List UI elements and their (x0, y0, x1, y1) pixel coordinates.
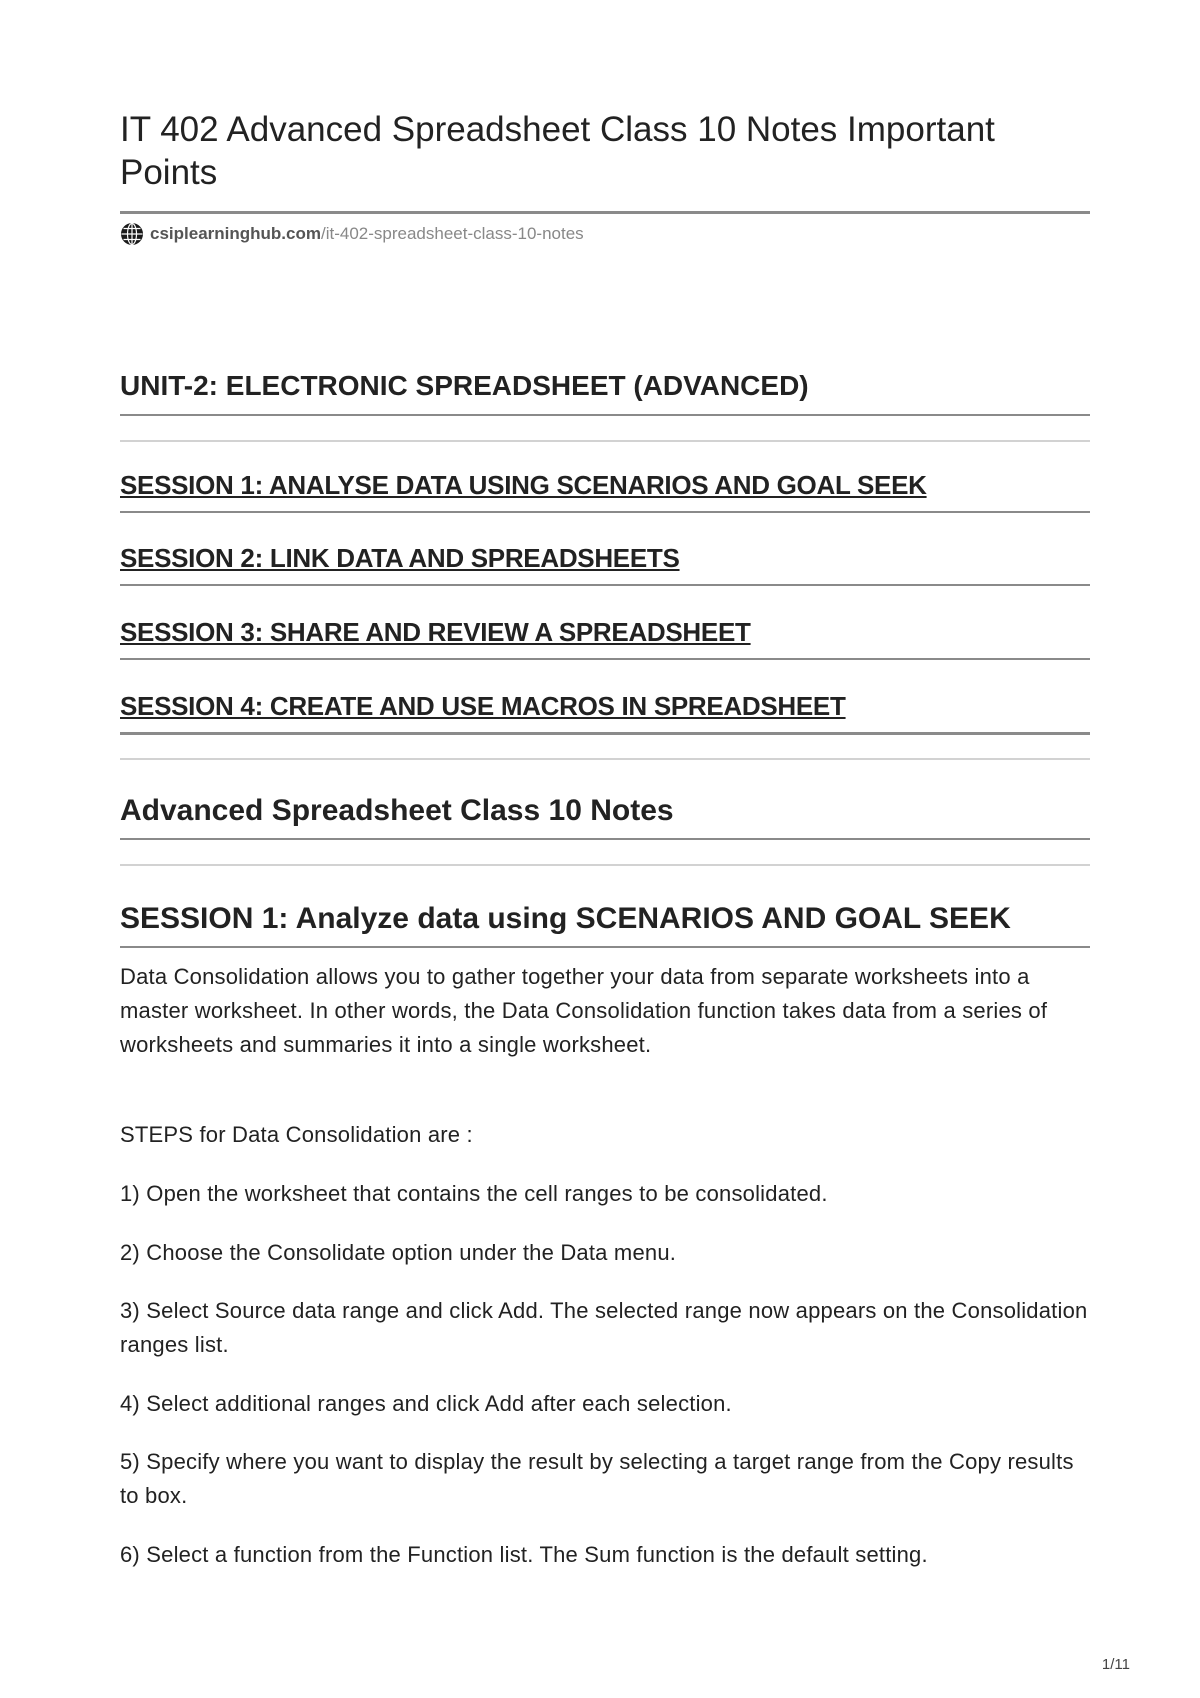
page-number: 1/11 (1101, 1656, 1130, 1673)
unit-heading: UNIT-2: ELECTRONIC SPREADSHEET (ADVANCED) (120, 370, 809, 401)
step-item: 6) Select a function from the Function list. The Sum function is the default setting. (120, 1542, 928, 1567)
section-separator (120, 758, 1090, 760)
unit-divider (120, 414, 1090, 416)
globe-icon (120, 222, 144, 246)
step-item: 2) Choose the Consolidate option under the Data menu. (120, 1240, 677, 1265)
session-3-link[interactable]: SESSION 3: SHARE AND REVIEW A SPREADSHEET (120, 617, 751, 647)
notes-heading: Advanced Spreadsheet Class 10 Notes (120, 794, 674, 827)
session-1-link[interactable]: SESSION 1: ANALYSE DATA USING SCENARIOS AND GOAL SEEK (120, 470, 927, 500)
title-divider (120, 211, 1090, 214)
session-1-divider (120, 511, 1090, 513)
source-path[interactable]: /it-402-spreadsheet-class-10-notes (320, 224, 584, 243)
session-1-heading: SESSION 1: Analyze data using SCENARIOS AND GOAL SEEK (120, 902, 1011, 935)
section-separator (120, 864, 1090, 866)
session-1-heading-divider (120, 946, 1090, 948)
session-4-divider (120, 732, 1090, 735)
notes-divider (120, 838, 1090, 840)
session-2-link[interactable]: SESSION 2: LINK DATA AND SPREADSHEETS (120, 543, 680, 573)
session-3-divider (120, 658, 1090, 660)
source-link[interactable] (120, 220, 584, 248)
step-item: 3) Select Source data range and click Add. The selected range now appears on the Consolidation ranges list. (120, 1298, 1088, 1357)
session-4-link[interactable]: SESSION 4: CREATE AND USE MACROS IN SPREADSHEET (120, 691, 846, 721)
step-item: 1) Open the worksheet that contains the cell ranges to be consolidated. (120, 1181, 828, 1206)
steps-label: STEPS for Data Consolidation are : (120, 1122, 473, 1147)
section-separator (120, 440, 1090, 442)
page-title: IT 402 Advanced Spreadsheet Class 10 Notes Important Points (120, 110, 995, 192)
intro-paragraph: Data Consolidation allows you to gather together your data from separate worksheets into a master worksheet. In other words, the Data Consolidation function takes data from a series of worksheets and summaries it into a single worksheet. (120, 964, 1048, 1057)
step-item: 4) Select additional ranges and click Add after each selection. (120, 1391, 732, 1416)
step-item: 5) Specify where you want to display the result by selecting a target range from the Copy results to box. (120, 1449, 1074, 1508)
session-2-divider (120, 584, 1090, 586)
source-domain[interactable]: csiplearninghub.com (150, 224, 321, 243)
